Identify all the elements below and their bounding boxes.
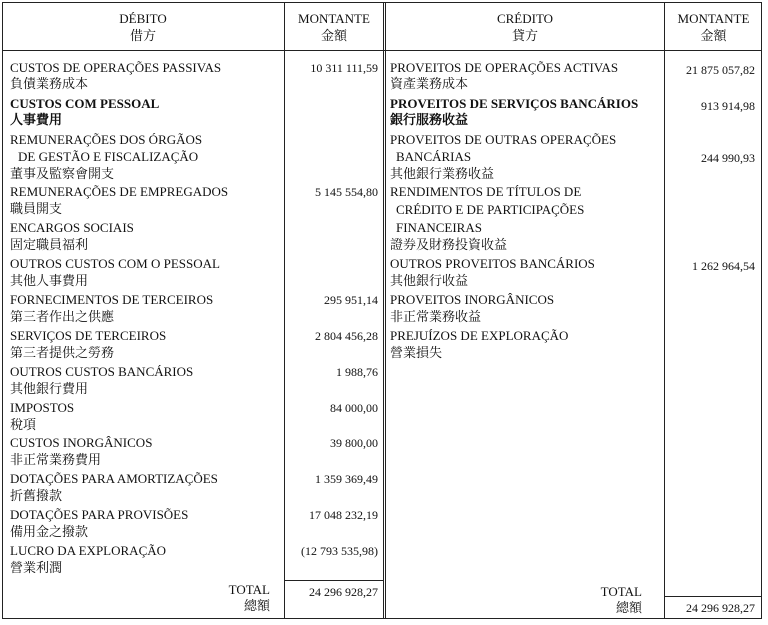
debit-item-label-zh: 董事及監察會開支 [10, 166, 115, 181]
debit-item-label: OUTROS CUSTOS COM O PESSOAL [10, 256, 220, 271]
credit-item-amount: 244 990,93 [701, 151, 755, 165]
credit-item-label: RENDIMENTOS DE TÍTULOS DE [390, 184, 582, 199]
credit-item-label: PROVEITOS DE OPERAÇÕES ACTIVAS [390, 60, 619, 75]
credit-item-label-zh: 銀行服務收益 [390, 112, 469, 127]
credit-item-label: PROVEITOS DE OUTRAS OPERAÇÕES [390, 132, 617, 147]
credit-item-label-line3: FINANCEIRAS [396, 220, 482, 235]
debit-item-label: CUSTOS DE OPERAÇÕES PASSIVAS [10, 60, 222, 75]
debit-item-label-zh: 職員開支 [10, 201, 63, 216]
debit-item-amount: 1 988,76 [336, 365, 378, 379]
credit-header [386, 10, 664, 44]
debit-item-amount: 17 048 232,19 [309, 508, 378, 522]
debit-item-label: FORNECIMENTOS DE TERCEIROS [10, 292, 214, 307]
credit-item-label-line2: CRÉDITO E DE PARTICIPAÇÕES [396, 202, 585, 217]
credit-item-label-zh: 其他銀行業務收益 [390, 166, 495, 181]
debit-item-label-zh: 備用金之撥款 [10, 524, 89, 539]
debit-item-label-zh: 稅項 [10, 417, 37, 432]
debit-total-amount: 24 296 928,27 [309, 585, 378, 599]
debit-item-label-zh: 負債業務成本 [10, 76, 89, 91]
debit-item-label-line2: DE GESTÃO E FISCALIZAÇÃO [18, 149, 199, 164]
debit-item-amount: (12 793 535,98) [301, 544, 378, 558]
column-divider [664, 2, 665, 619]
debit-item-amount: 10 311 111,59 [310, 61, 378, 75]
debit-header-label: DÉBITO [119, 11, 167, 26]
credit-total-amount: 24 296 928,27 [686, 601, 755, 615]
credit-total-rule [664, 596, 762, 597]
amount-header-credit [665, 10, 762, 44]
debit-item-label-zh: 其他人事費用 [10, 273, 89, 288]
credit-item-amount: 21 875 057,82 [686, 63, 755, 77]
credit-item-label: PROVEITOS DE SERVIÇOS BANCÁRIOS [390, 96, 639, 111]
credit-item-amount: 913 914,98 [701, 99, 755, 113]
amount-header-label: MONTANTE [677, 11, 750, 26]
debit-item-amount: 39 800,00 [330, 436, 378, 450]
debit-item-label-zh: 第三者提供之勞務 [10, 345, 115, 360]
debit-item-label: SERVIÇOS DE TERCEIROS [10, 328, 167, 343]
debit-item-label-zh: 人事費用 [10, 112, 63, 127]
debit-item-label-zh: 營業利潤 [10, 560, 63, 575]
debit-item-amount: 84 000,00 [330, 401, 378, 415]
credit-item-amount: 1 262 964,54 [692, 259, 755, 273]
debit-item-label-zh: 非正常業務費用 [10, 452, 102, 467]
debit-header-label-zh: 借方 [129, 28, 156, 43]
debit-total-rule [284, 580, 384, 581]
debit-item-label-zh: 固定職員福利 [10, 237, 89, 252]
debit-item-label-zh: 折舊撥款 [10, 488, 63, 503]
credit-total-label: TOTAL [600, 584, 642, 599]
credit-item-label: PREJUÍZOS DE EXPLORAÇÃO [390, 328, 569, 343]
debit-item-label: CUSTOS INORGÂNICOS [10, 435, 153, 450]
debit-item-label: LUCRO DA EXPLORAÇÃO [10, 543, 167, 558]
credit-item-label: PROVEITOS INORGÂNICOS [390, 292, 555, 307]
amount-header-label: MONTANTE [298, 11, 370, 26]
debit-item-label: ENCARGOS SOCIAIS [10, 220, 134, 235]
credit-item-label-zh: 非正常業務收益 [390, 309, 482, 324]
debit-item-amount: 2 804 456,28 [315, 329, 378, 343]
debit-item-label-zh: 其他銀行費用 [10, 381, 89, 396]
amount-header-debit [285, 10, 383, 44]
debit-item-label-zh: 第三者作出之供應 [10, 309, 115, 324]
debit-item-amount: 295 951,14 [324, 293, 378, 307]
debit-item-label: CUSTOS COM PESSOAL [10, 96, 160, 111]
debit-item-label: DOTAÇÕES PARA PROVISÕES [10, 507, 189, 522]
credit-header-label-zh: 貸方 [511, 28, 538, 43]
credit-header-label: CRÉDITO [496, 11, 554, 26]
credit-item-label-line2: BANCÁRIAS [396, 149, 472, 164]
credit-item-label: OUTROS PROVEITOS BANCÁRIOS [390, 256, 595, 271]
debit-item-label: OUTROS CUSTOS BANCÁRIOS [10, 364, 194, 379]
amount-header-label-zh: 金額 [320, 28, 347, 43]
debit-item-amount: 1 359 369,49 [315, 472, 378, 486]
credit-item-label-zh: 其他銀行收益 [390, 273, 469, 288]
debit-total-label: TOTAL [228, 582, 270, 597]
debit-item-label: REMUNERAÇÕES DE EMPREGADOS [10, 184, 229, 199]
debit-item-label: REMUNERAÇÕES DOS ÓRGÃOS [10, 132, 203, 147]
column-divider-double [383, 2, 386, 619]
column-divider [284, 2, 285, 619]
debit-total-label-zh: 總額 [243, 598, 270, 613]
header-divider [2, 50, 762, 51]
credit-item-label-zh: 資產業務成本 [390, 76, 469, 91]
credit-item-label-zh: 營業損失 [390, 345, 443, 360]
credit-item-label-zh: 證券及財務投資收益 [390, 237, 508, 252]
statement-table [2, 2, 762, 619]
debit-item-label: DOTAÇÕES PARA AMORTIZAÇÕES [10, 471, 218, 486]
credit-total-label-zh: 總額 [615, 600, 642, 615]
debit-item-label: IMPOSTOS [10, 400, 75, 415]
debit-item-amount: 5 145 554,80 [315, 185, 378, 199]
debit-header [2, 10, 284, 44]
amount-header-label-zh: 金額 [700, 28, 727, 43]
